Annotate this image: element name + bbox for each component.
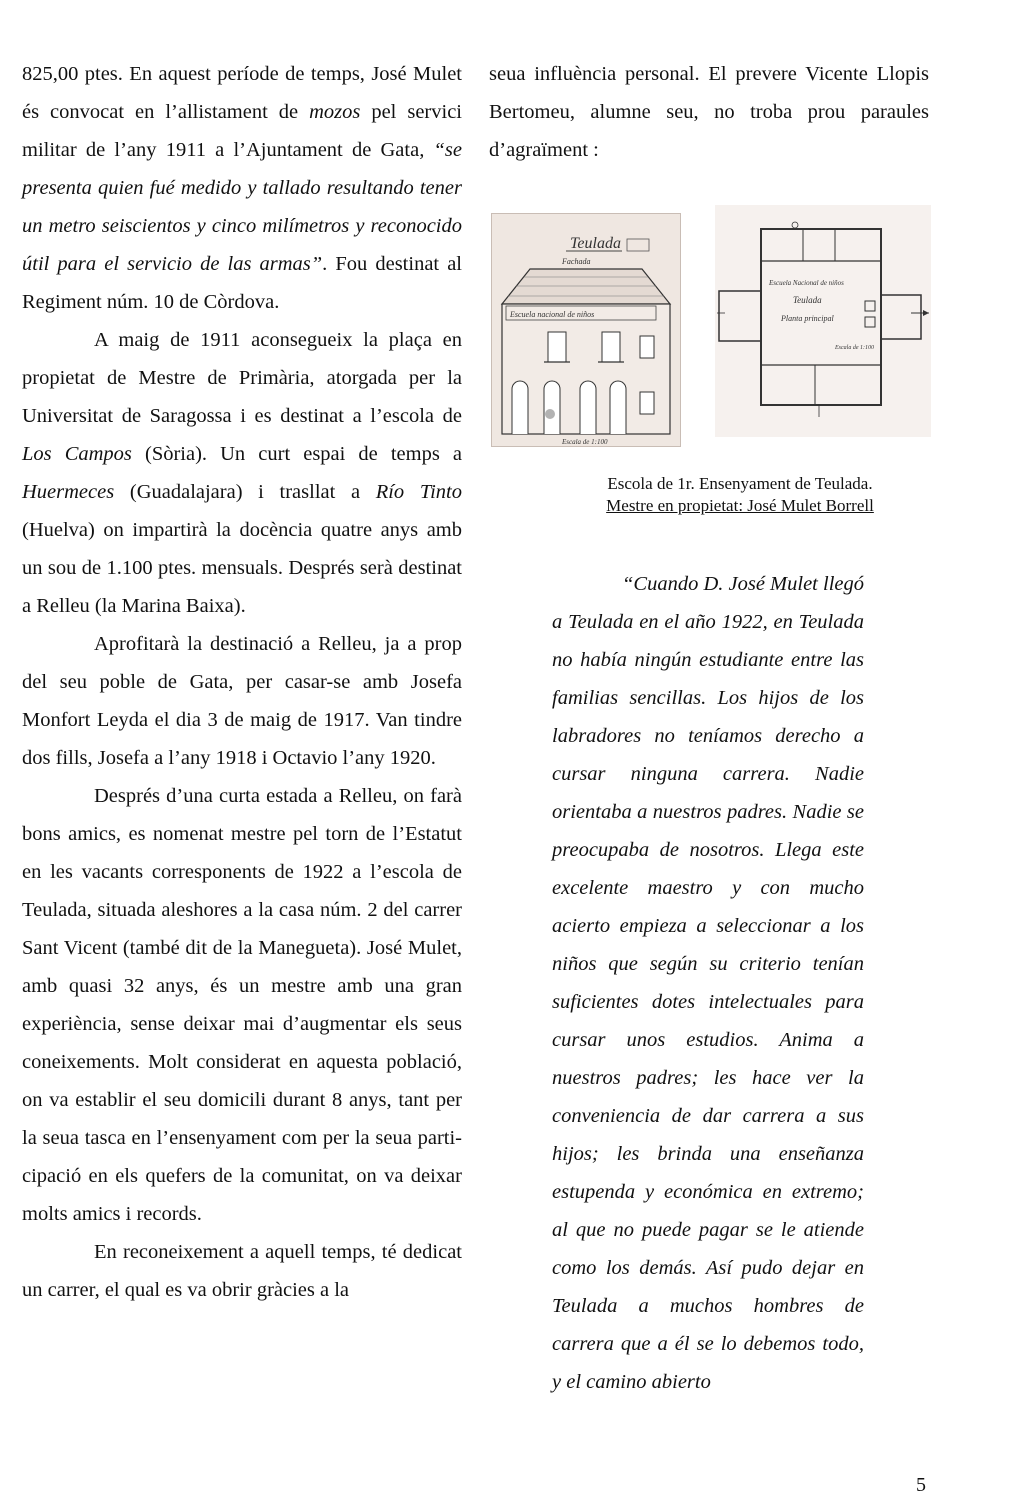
text-run: 825,00 ptes. En aquest període de temps, José Mulet és convocat en l’allistament de — [22, 63, 462, 123]
caption-line-2: Mestre en propietat: José Mulet Borrell — [606, 496, 874, 515]
place-name-italic: Río Tinto — [375, 481, 462, 503]
floor-label-plan: Planta principal — [781, 314, 834, 323]
paragraph-5: En reconeixement a aquell temps, té dedicat un carrer, el qual es va obrir gràcies a la — [22, 1241, 462, 1301]
facade-elevation-svg — [492, 214, 680, 446]
place-name-italic: Los Campos — [22, 443, 132, 465]
figure-caption — [540, 473, 940, 517]
floor-label-school: Escuela Nacional de niños — [769, 279, 844, 287]
paragraph-2 — [22, 321, 462, 625]
elevation-scale: Escala de 1:100 — [562, 438, 608, 446]
floor-label-town: Teulada — [793, 295, 822, 305]
left-column — [22, 55, 462, 1309]
place-name-italic: Huermeces — [22, 481, 115, 503]
text-run: . Fou destinat al Regiment núm. 10 de Còrdova. — [22, 253, 462, 313]
text-run: (Guadalajara) i trasllat a — [114, 481, 376, 503]
text-run-italic: mozos — [309, 101, 361, 123]
floor-plan-svg — [715, 205, 931, 437]
elevation-title: Teulada — [570, 235, 621, 252]
elevation-subtitle: Fachada — [562, 257, 591, 266]
floor-scale: Escala de 1:100 — [835, 345, 874, 351]
caption-line-1: Escola de 1r. Ensenyament de Teulada. — [607, 474, 873, 493]
floor-plan-drawing — [715, 205, 931, 437]
text-run: (Sòria). Un curt espai de temps a — [131, 443, 462, 465]
quoted-text-italic: , “se presenta quien fué medido y tallado resultando tener un metro seiscientos y cinco milímetros y reconocido útil para el servicio de las armas” — [22, 139, 462, 275]
text-run: (Huelva) on impartirà la docència quatre anys amb un sou de 1.100 ptes. mensuals. Després serà destinat a Relleu (la Marina Baixa). — [22, 519, 462, 617]
block-quote — [552, 565, 864, 1401]
paragraph-3: Aprofitarà la destinació a Relleu, ja a prop del seu poble de Gata, per casar-se amb Josefa Monfort Leyda el dia 3 de maig de 1917. Van tindre dos fills, Josefa a l’any 1918 i Octavio l’any 1920. — [22, 633, 462, 769]
quote-text: “Cuando D. José Mulet llegó a Teulada en el año 1922, en Teulada no había ningún estudiante entre las familias sencillas. Los hijos de los labradores no teníamos derecho a cursar ninguna carrera. Nadie orientaba a nuestros padres. Nadie se preocupaba de nosotros. Llega este excelente maestro y con mucho acierto empieza a seleccionar a los niños que según su criterio tenían suficientes dotes intelectuales para cursar unos estudios. Anima a nuestros padres; les hace ver la conveniencia de dar carrera a sus hijos; les brinda una enseñanza estupenda y económica en extremo; al que no puede pagar se le atiende como los demás. Así pudo dejar en Teulada a muchos hombres de carrera que a él se lo debemos todo, y el camino abierto — [552, 573, 864, 1393]
paragraph-right-1: seua influència personal. El prevere Vicente Llopis Bertomeu, alumne seu, no troba prou paraules d’agraïment : — [489, 63, 929, 161]
page-number: 5 — [916, 1474, 926, 1496]
elevation-sign-text: Escuela nacional de niños — [510, 310, 595, 319]
school-plans-figure — [489, 205, 929, 445]
paragraph-1 — [22, 55, 462, 321]
right-column — [489, 55, 929, 169]
text-run: pel servici militar de l’any 1911 a l’Ajuntament de Gata — [22, 101, 462, 161]
paragraph-4: Després d’una curta estada a Relleu, on farà bons amics, es nomenat mestre pel torn de l’Estatut en les vacants corresponents de 1922 a l’escola de Teulada, situada aleshores a la casa núm. 2 del carrer Sant Vicent (també dit de la Manegueta). José Mulet, amb quasi 32 anys, és un mestre amb una gran experiència, sense deixar mai d’augmentar els seus coneixements. Molt considerat en aquesta població, on va establir el seu domicili durant 8 anys, tant per la seua tasca en l’ensenyament com per la seua participació en els quefers de la comunitat, on va deixar molts amics i records. — [22, 785, 462, 1225]
text-run: A maig de 1911 aconsegueix la plaça en propietat de Mestre de Primària, atorgada per la Universitat de Saragossa i es destinat a l’escola de — [22, 329, 462, 427]
facade-elevation-drawing — [491, 213, 681, 447]
